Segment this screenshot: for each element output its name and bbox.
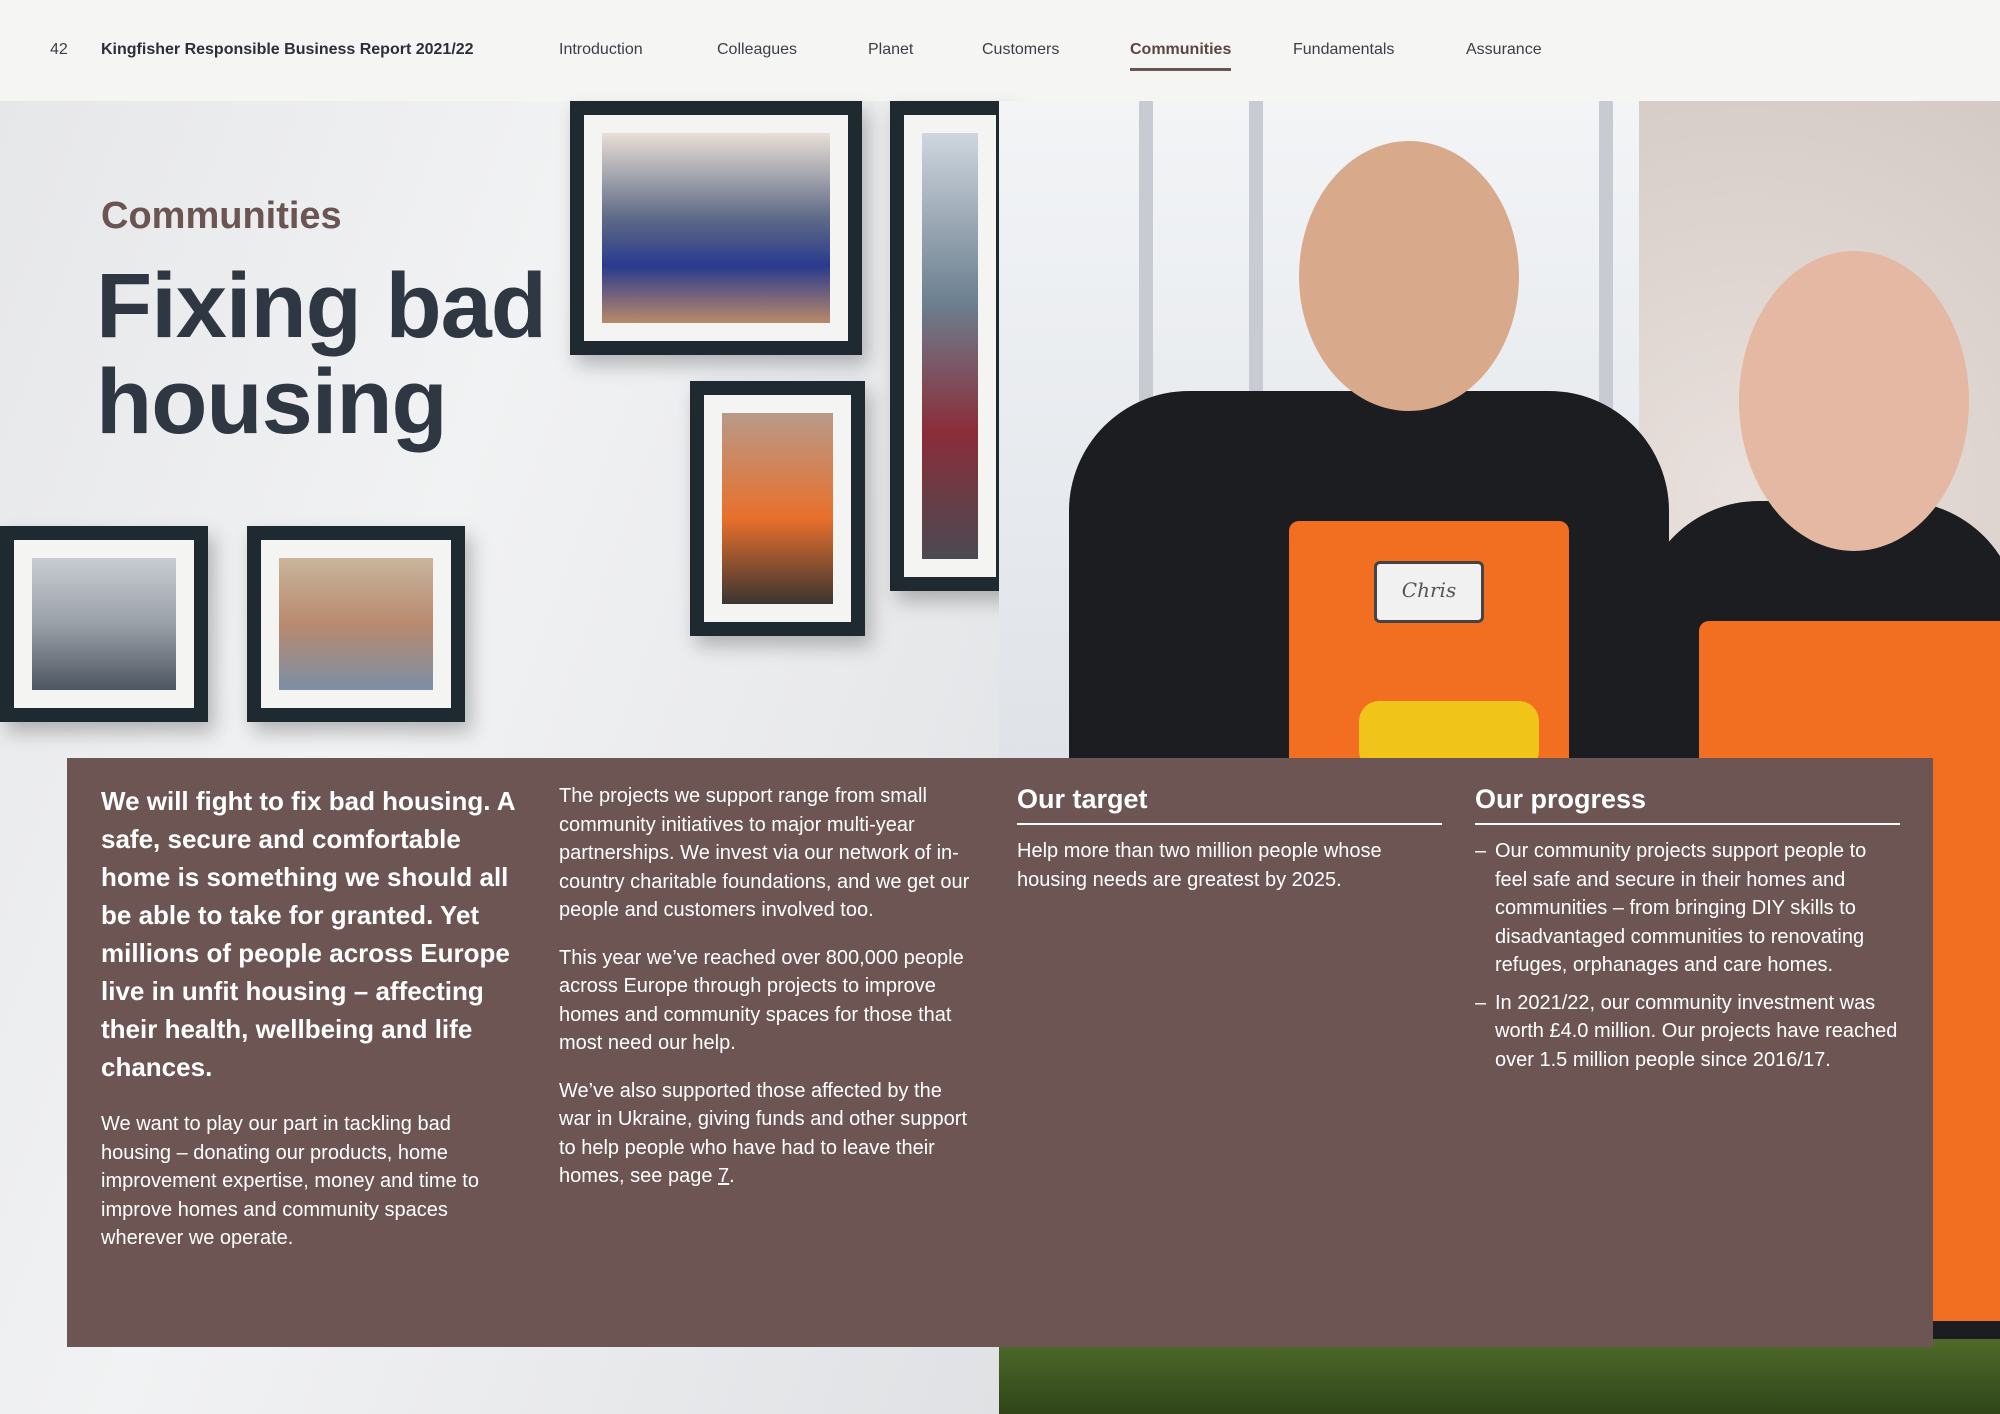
title-line-2: housing — [96, 351, 447, 453]
progress-item: – In 2021/22, our community investment was worth £4.0 million. Our projects have reached over 1.5 million people since 2016/17. — [1475, 989, 1900, 1075]
middle-column — [559, 782, 979, 1210]
nav-assurance[interactable]: Assurance — [1466, 41, 1542, 58]
nav-communities[interactable]: Communities — [1130, 41, 1232, 58]
report-title: Kingfisher Responsible Business Report 2021/22 — [101, 41, 474, 58]
nav-planet[interactable]: Planet — [868, 41, 914, 58]
photo-frame-family — [570, 101, 862, 355]
photo-frame-street — [890, 101, 1010, 591]
target-text: Help more than two million people whose housing needs are greatest by 2025. — [1017, 840, 1382, 891]
woman-face — [1739, 251, 1969, 551]
page-7-link[interactable]: 7 — [718, 1165, 730, 1187]
content-panel — [67, 758, 1933, 1347]
paragraph-reach: This year we’ve reached over 800,000 people across Europe through projects to improve homes and community spaces for those that most need our help. — [559, 946, 964, 1054]
progress-heading: Our progress — [1475, 784, 1900, 825]
progress-column — [1475, 782, 1900, 1083]
intro-body: We want to play our part in tackling bad housing – donating our products, home improvement expertise, money and time to improve homes and community spaces wherever we operate. — [101, 1113, 479, 1249]
nav-fundamentals[interactable]: Fundamentals — [1293, 41, 1395, 58]
section-label: Communities — [101, 195, 342, 237]
top-nav-bar — [0, 0, 2000, 101]
nav-introduction[interactable]: Introduction — [559, 41, 643, 58]
target-heading: Our target — [1017, 784, 1442, 825]
paragraph-projects: The projects we support range from small community initiatives to major multi-year partnerships. We invest via our network of in-country charitable foundations, and we get our people and customers involved too. — [559, 785, 970, 921]
progress-list — [1475, 837, 1900, 1074]
page-title — [96, 255, 546, 453]
man-face — [1299, 141, 1519, 411]
intro-lead: We will fight to fix bad housing. A safe, secure and comfortable home is something we should all be able to take for granted. Yet millions of people across Europe live in unfit housing – affecting their health, wellbeing and life chances. — [101, 786, 515, 1082]
progress-item: – Our community projects support people to feel safe and secure in their homes and communities – from bringing DIY skills to disadvantaged communities to renovating refuges, orphanages and care homes. — [1475, 837, 1900, 980]
photo-frame-worker — [690, 381, 865, 636]
paragraph-ukraine: We’ve also supported those affected by the war in Ukraine, giving funds and other support to help people who have had to leave their homes, see page 7. — [559, 1079, 968, 1187]
title-line-1: Fixing bad — [96, 255, 546, 357]
target-column — [1017, 782, 1442, 894]
nav-colleagues[interactable]: Colleagues — [717, 41, 798, 58]
intro-column — [101, 782, 521, 1253]
name-badge: Chris — [1374, 561, 1484, 623]
nav-customers[interactable]: Customers — [982, 41, 1060, 58]
photo-frame-children — [247, 526, 465, 722]
photo-frame-volunteers — [0, 526, 208, 722]
page-number: 42 — [50, 41, 68, 58]
